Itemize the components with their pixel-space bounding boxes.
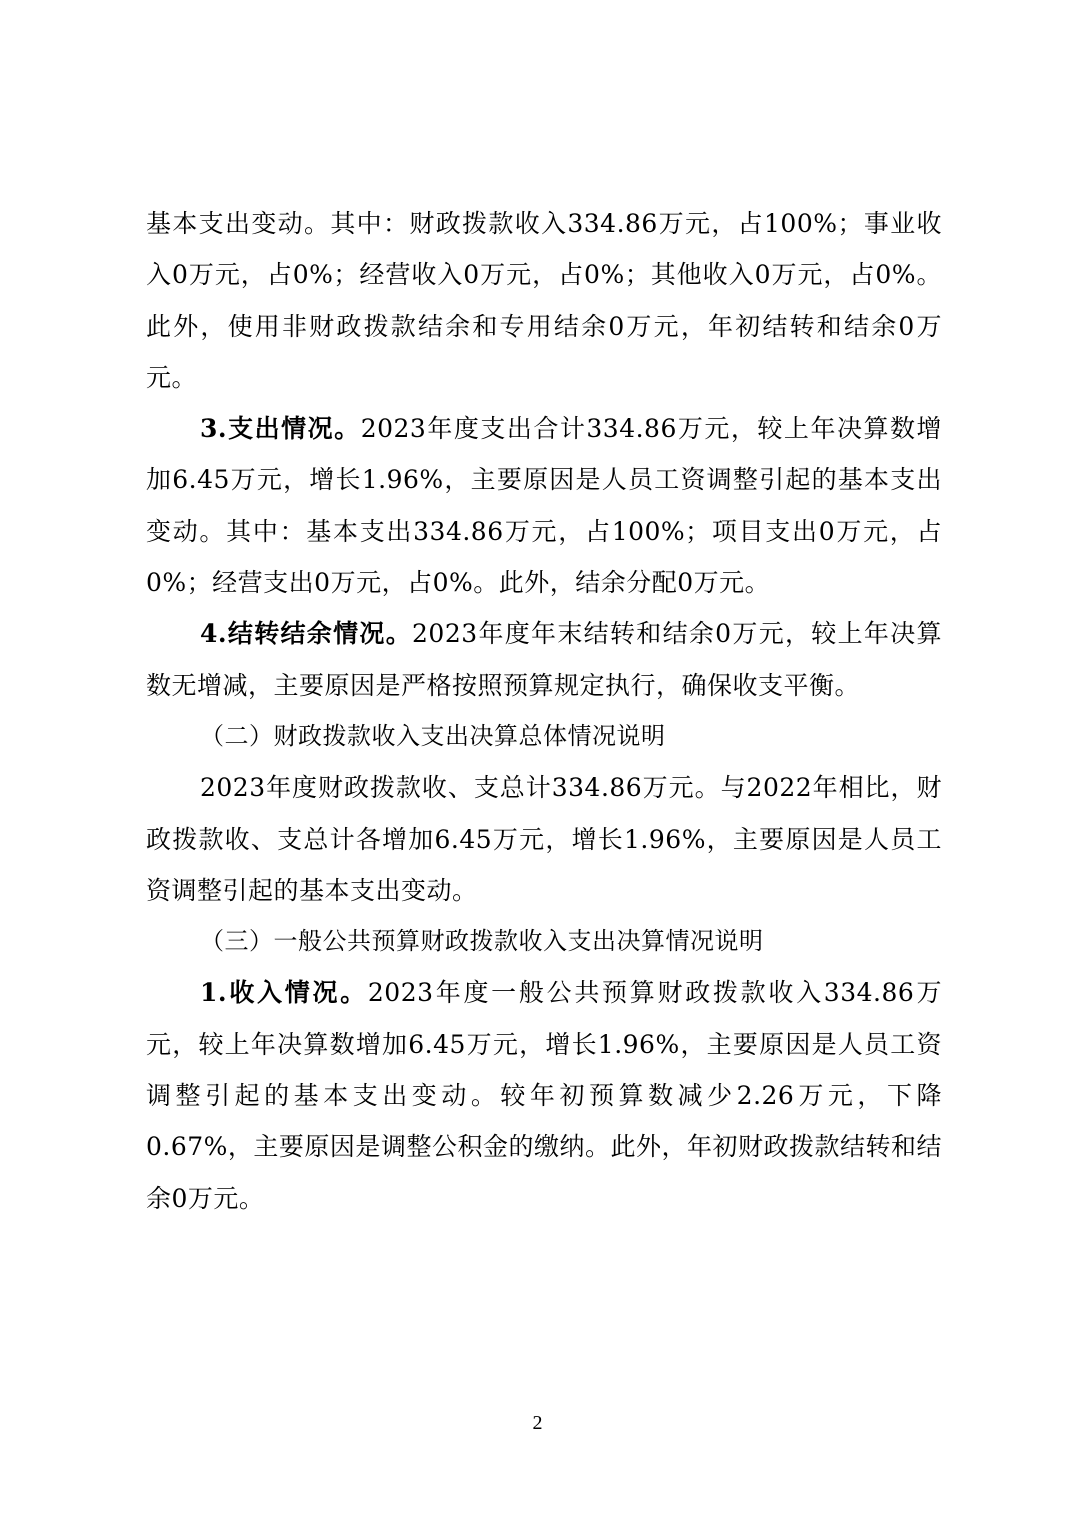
paragraph-text: 2023年度年末结转和结余0万元，较上年决算数无增减，主要原因是严格按照预算规定执行，确保收支平衡。	[146, 619, 943, 700]
paragraph-text: 2023年度财政拨款收、支总计334.86万元。与2022年相比，财政拨款收、支总计各增加6.45万元，增长1.96%，主要原因是人员工资调整引起的基本支出变动。	[146, 773, 942, 905]
paragraph-carryover	[146, 608, 942, 711]
paragraph-income-breakdown	[146, 198, 942, 403]
paragraph-income	[146, 967, 942, 1223]
paragraph-lead: 1.收入情况。	[200, 978, 368, 1008]
section-heading-fiscal-overall: （二）财政拨款收入支出决算总体情况说明	[200, 721, 666, 750]
paragraph-fiscal-total	[146, 762, 942, 916]
paragraph-text: 基本支出变动。其中：财政拨款收入334.86万元，占100%；事业收入0万元，占0%；经营收入0万元，占0%；其他收入0万元，占0%。此外，使用非财政拨款结余和专用结余0万元，年初结转和结余0万元。	[146, 209, 942, 392]
paragraph-lead: 4.结转结余情况。	[200, 619, 413, 649]
paragraph-text: 2023年度一般公共预算财政拨款收入334.86万元，较上年决算数增加6.45万元，增长1.96%，主要原因是人员工资调整引起的基本支出变动。较年初预算数减少2.26万元，下降0.67%，主要原因是调整公积金的缴纳。此外，年初财政拨款结转和结余0万元。	[146, 978, 942, 1213]
paragraph-expenditure	[146, 403, 942, 608]
paragraph-lead: 3.支出情况。	[200, 414, 361, 444]
document-body	[146, 198, 942, 1224]
page-number: 2	[532, 1412, 543, 1434]
section-heading-general-budget: （三）一般公共预算财政拨款收入支出决算情况说明	[200, 927, 764, 956]
paragraph-text: 2023年度支出合计334.86万元，较上年决算数增加6.45万元，增长1.96%，主要原因是人员工资调整引起的基本支出变动。其中：基本支出334.86万元，占100%；项目支出0万元，占0%；经营支出0万元，占0%。此外，结余分配0万元。	[146, 414, 942, 598]
